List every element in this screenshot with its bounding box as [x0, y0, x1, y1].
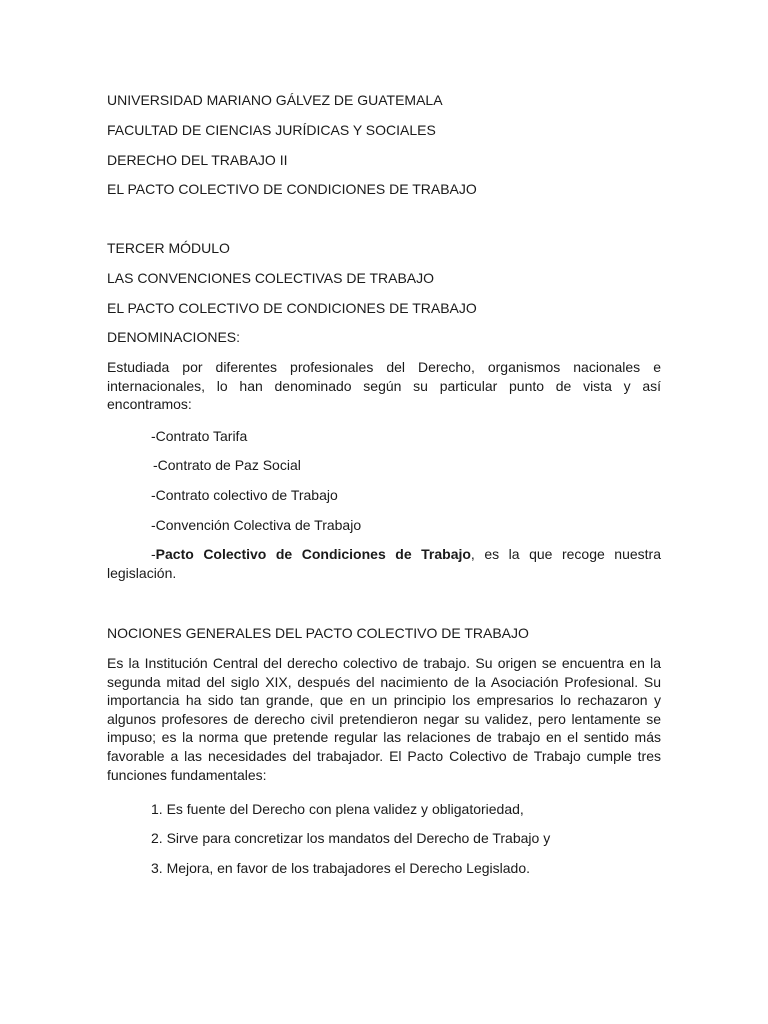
list-item: -Convención Colectiva de Trabajo	[151, 517, 362, 533]
function-item: 2. Sirve para concretizar los mandatos del Derecho de Trabajo y	[151, 830, 551, 846]
faculty-name: FACULTAD DE CIENCIAS JURÍDICAS Y SOCIALES	[107, 122, 436, 138]
course-name: DERECHO DEL TRABAJO II	[107, 152, 288, 168]
module-subtitle: LAS CONVENCIONES COLECTIVAS DE TRABAJO	[107, 270, 435, 286]
module-topic: EL PACTO COLECTIVO DE CONDICIONES DE TRABAJO	[107, 300, 477, 316]
legislacion-text: , es la que recoge nuestra legislación.	[107, 546, 661, 581]
nociones-paragraph: Es la Institución Central del derecho colectivo de trabajo. Su origen se encuentra en la segunda mitad del siglo XIX, después del nacimiento de la Asociación Profesional. Su importancia ha sido tan grande, que en un principio los empresarios lo rechazaron y algunos profesores de derecho civil pretendieron negar su validez, pero lentamente se impuso; es la norma que pretende regular las relaciones de trabajo en el sentido más favorable a las necesidades del trabajador. El Pacto Colectivo de Trabajo cumple tres funciones fundamentales:	[107, 655, 661, 783]
section-heading-nociones: NOCIONES GENERALES DEL PACTO COLECTIVO DE TRABAJO	[107, 625, 529, 641]
list-item: -Contrato de Paz Social	[153, 457, 301, 473]
function-item: 3. Mejora, en favor de los trabajadores el Derecho Legislado.	[151, 860, 530, 876]
module-title: TERCER MÓDULO	[107, 240, 230, 256]
dash-prefix: -	[151, 546, 156, 562]
document-topic: EL PACTO COLECTIVO DE CONDICIONES DE TRABAJO	[107, 181, 477, 197]
university-name: UNIVERSIDAD MARIANO GÁLVEZ DE GUATEMALA	[107, 92, 443, 108]
function-item: 1. Es fuente del Derecho con plena validez y obligatoriedad,	[151, 801, 524, 817]
list-item-legislacion	[107, 545, 661, 582]
list-item: -Contrato Tarifa	[151, 428, 248, 444]
section-heading-denominaciones: DENOMINACIONES:	[107, 329, 241, 345]
list-item: -Contrato colectivo de Trabajo	[151, 487, 338, 503]
pacto-term: Pacto Colectivo de Condiciones de Trabajo	[155, 546, 471, 562]
denominaciones-intro: Estudiada por diferentes profesionales del Derecho, organismos nacionales e internacionales, lo han denominado según su particular punto de vista y así encontramos:	[107, 359, 661, 413]
